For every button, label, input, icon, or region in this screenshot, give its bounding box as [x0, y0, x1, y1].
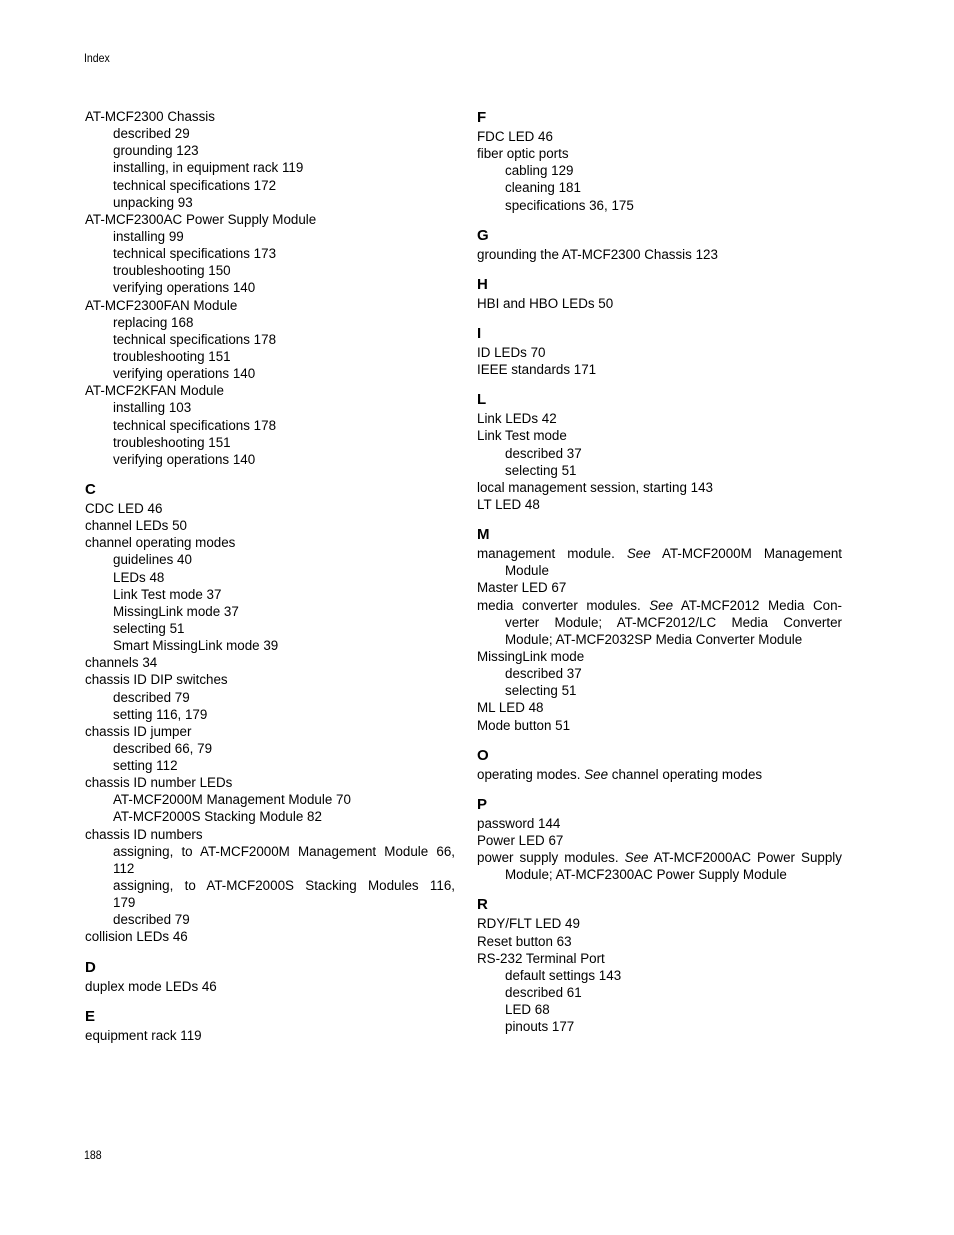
- entry-text: management module.: [477, 546, 627, 562]
- page-number: 188: [84, 1148, 102, 1162]
- index-entry: Link Test mode: [477, 428, 567, 444]
- index-subentry: AT-MCF2000S Stacking Module 82: [113, 809, 322, 825]
- index-subentry: verifying operations 140: [113, 280, 256, 296]
- index-entry: Reset button 63: [477, 933, 572, 949]
- index-entry: channel operating modes: [85, 535, 236, 551]
- index-subentry: installing, in equipment rack 119: [113, 160, 304, 176]
- index-subentry: selecting 51: [505, 462, 577, 478]
- see-reference: See: [584, 766, 609, 782]
- index-subentry: cleaning 181: [505, 180, 581, 196]
- index-letter-heading: L: [477, 391, 487, 409]
- index-letter-heading: D: [85, 958, 96, 976]
- index-entry: MissingLink mode: [477, 648, 585, 664]
- index-subentry: described 29: [113, 126, 190, 142]
- index-subentry: described 61: [505, 984, 582, 1000]
- index-subentry: verifying operations 140: [113, 366, 256, 382]
- index-subentry: technical specifications 178: [113, 331, 277, 347]
- index-subentry: technical specifications 173: [113, 246, 277, 262]
- entry-text: operating modes.: [477, 766, 585, 782]
- index-entry: Link LEDs 42: [477, 411, 557, 427]
- index-entry: duplex mode LEDs 46: [85, 978, 217, 994]
- index-subentry: technical specifications 178: [113, 417, 277, 433]
- entry-text: AT-MCF2000M Management: [650, 546, 842, 562]
- index-letter-heading: I: [477, 324, 482, 342]
- index-entry: Mode button 51: [477, 717, 571, 733]
- index-subentry: troubleshooting 151: [113, 348, 231, 364]
- index-entry: grounding the AT-MCF2300 Chassis 123: [477, 246, 718, 262]
- index-subentry: described 79: [113, 912, 190, 928]
- index-entry: FDC LED 46: [477, 129, 553, 144]
- index-continuation: verter Module; AT-MCF2012/LC Media Converter: [505, 614, 842, 630]
- index-letter-heading: O: [477, 746, 489, 764]
- index-subentry: troubleshooting 150: [113, 263, 231, 279]
- index-entry: ID LEDs 70: [477, 344, 546, 360]
- entry-text: power supply modules.: [477, 850, 625, 866]
- index-continuation: Module; AT-MCF2032SP Media Converter Module: [505, 631, 803, 647]
- index-entry: RDY/FLT LED 49: [477, 916, 580, 932]
- index-entry: local management session, starting 143: [477, 479, 713, 495]
- index-entry: collision LEDs 46: [85, 929, 188, 945]
- index-entry: LT LED 48: [477, 496, 540, 512]
- index-entry: chassis ID jumper: [85, 723, 192, 739]
- index-letter-heading: C: [85, 480, 96, 498]
- index-column-right: [477, 108, 842, 1035]
- index-subentry: troubleshooting 151: [113, 434, 231, 450]
- index-entry: Power LED 67: [477, 832, 564, 848]
- index-letter-heading: H: [477, 275, 488, 293]
- index-entry: equipment rack 119: [85, 1027, 202, 1043]
- index-entry: CDC LED 46: [85, 500, 163, 516]
- index-entry: password 144: [477, 815, 561, 831]
- index-column-left: [85, 108, 455, 1044]
- index-entry: channel LEDs 50: [85, 518, 187, 534]
- index-letter-heading: M: [477, 526, 490, 544]
- index-letter-heading: F: [477, 109, 487, 126]
- index-subentry: selecting 51: [113, 620, 185, 636]
- index-subentry: MissingLink mode 37: [113, 603, 239, 619]
- index-subentry: assigning, to AT-MCF2000S Stacking Modules 116,: [113, 878, 455, 894]
- index-subentry: grounding 123: [113, 143, 199, 159]
- index-entry: [477, 849, 842, 866]
- index-entry: AT-MCF2KFAN Module: [85, 383, 224, 399]
- see-reference: See: [624, 850, 649, 866]
- index-entry: IEEE standards 171: [477, 362, 597, 378]
- index-letter-heading: P: [477, 795, 488, 813]
- index-subentry: selecting 51: [505, 683, 577, 699]
- index-subentry: assigning, to AT-MCF2000M Management Module 66,: [113, 843, 455, 859]
- index-subentry: pinouts 177: [505, 1019, 575, 1035]
- index-subentry: verifying operations 140: [113, 451, 256, 467]
- index-entry: chassis ID DIP switches: [85, 672, 228, 688]
- entry-text: AT-MCF2000AC Power Supply: [648, 850, 842, 866]
- index-continuation: 112: [113, 860, 135, 876]
- index-subentry: described 66, 79: [113, 740, 213, 756]
- index-subentry: technical specifications 172: [113, 177, 277, 193]
- index-subentry: installing 103: [113, 400, 192, 416]
- index-letter-heading: E: [85, 1007, 96, 1025]
- index-entry: chassis ID numbers: [85, 826, 203, 842]
- index-subentry: guidelines 40: [113, 552, 192, 568]
- entry-text: channel operating modes: [608, 766, 763, 782]
- index-subentry: installing 99: [113, 228, 184, 244]
- index-letter-heading: R: [477, 896, 488, 914]
- index-entry: [477, 597, 842, 614]
- index-subentry: Smart MissingLink mode 39: [113, 638, 279, 654]
- index-entry: AT-MCF2300 Chassis: [85, 109, 215, 124]
- index-entry: HBI and HBO LEDs 50: [477, 295, 614, 311]
- entry-text: AT-MCF2012 Media Con-: [673, 597, 842, 613]
- index-entry: chassis ID number LEDs: [85, 775, 233, 791]
- index-subentry: replacing 168: [113, 314, 194, 330]
- index-subentry: setting 116, 179: [113, 706, 208, 722]
- index-subentry: default settings 143: [505, 967, 622, 983]
- index-entry: AT-MCF2300FAN Module: [85, 297, 238, 313]
- index-entry: [477, 545, 842, 562]
- index-subentry: AT-MCF2000M Management Module 70: [113, 792, 351, 808]
- index-subentry: LED 68: [505, 1002, 550, 1018]
- running-header: Index: [84, 51, 110, 65]
- index-entry: AT-MCF2300AC Power Supply Module: [85, 211, 317, 227]
- index-subentry: described 37: [505, 666, 582, 682]
- index-entry: Master LED 67: [477, 580, 567, 596]
- index-continuation: Module; AT-MCF2300AC Power Supply Module: [505, 867, 787, 883]
- index-entry: fiber optic ports: [477, 146, 569, 162]
- index-entry: RS-232 Terminal Port: [477, 950, 605, 966]
- see-reference: See: [649, 597, 674, 613]
- index-entry: channels 34: [85, 655, 158, 671]
- index-entry: ML LED 48: [477, 700, 544, 716]
- index-subentry: described 37: [505, 445, 582, 461]
- index-subentry: specifications 36, 175: [505, 197, 634, 213]
- index-subentry: setting 112: [113, 758, 178, 774]
- index-subentry: LEDs 48: [113, 569, 165, 585]
- index-subentry: cabling 129: [505, 163, 574, 179]
- index-continuation: 179: [113, 895, 136, 911]
- index-continuation: Module: [505, 563, 549, 579]
- index-subentry: described 79: [113, 689, 190, 705]
- entry-text: media converter modules.: [477, 597, 650, 613]
- index-subentry: Link Test mode 37: [113, 586, 222, 602]
- index-letter-heading: G: [477, 226, 489, 244]
- see-reference: See: [626, 546, 651, 562]
- index-subentry: unpacking 93: [113, 194, 193, 210]
- index-entry: [477, 766, 842, 783]
